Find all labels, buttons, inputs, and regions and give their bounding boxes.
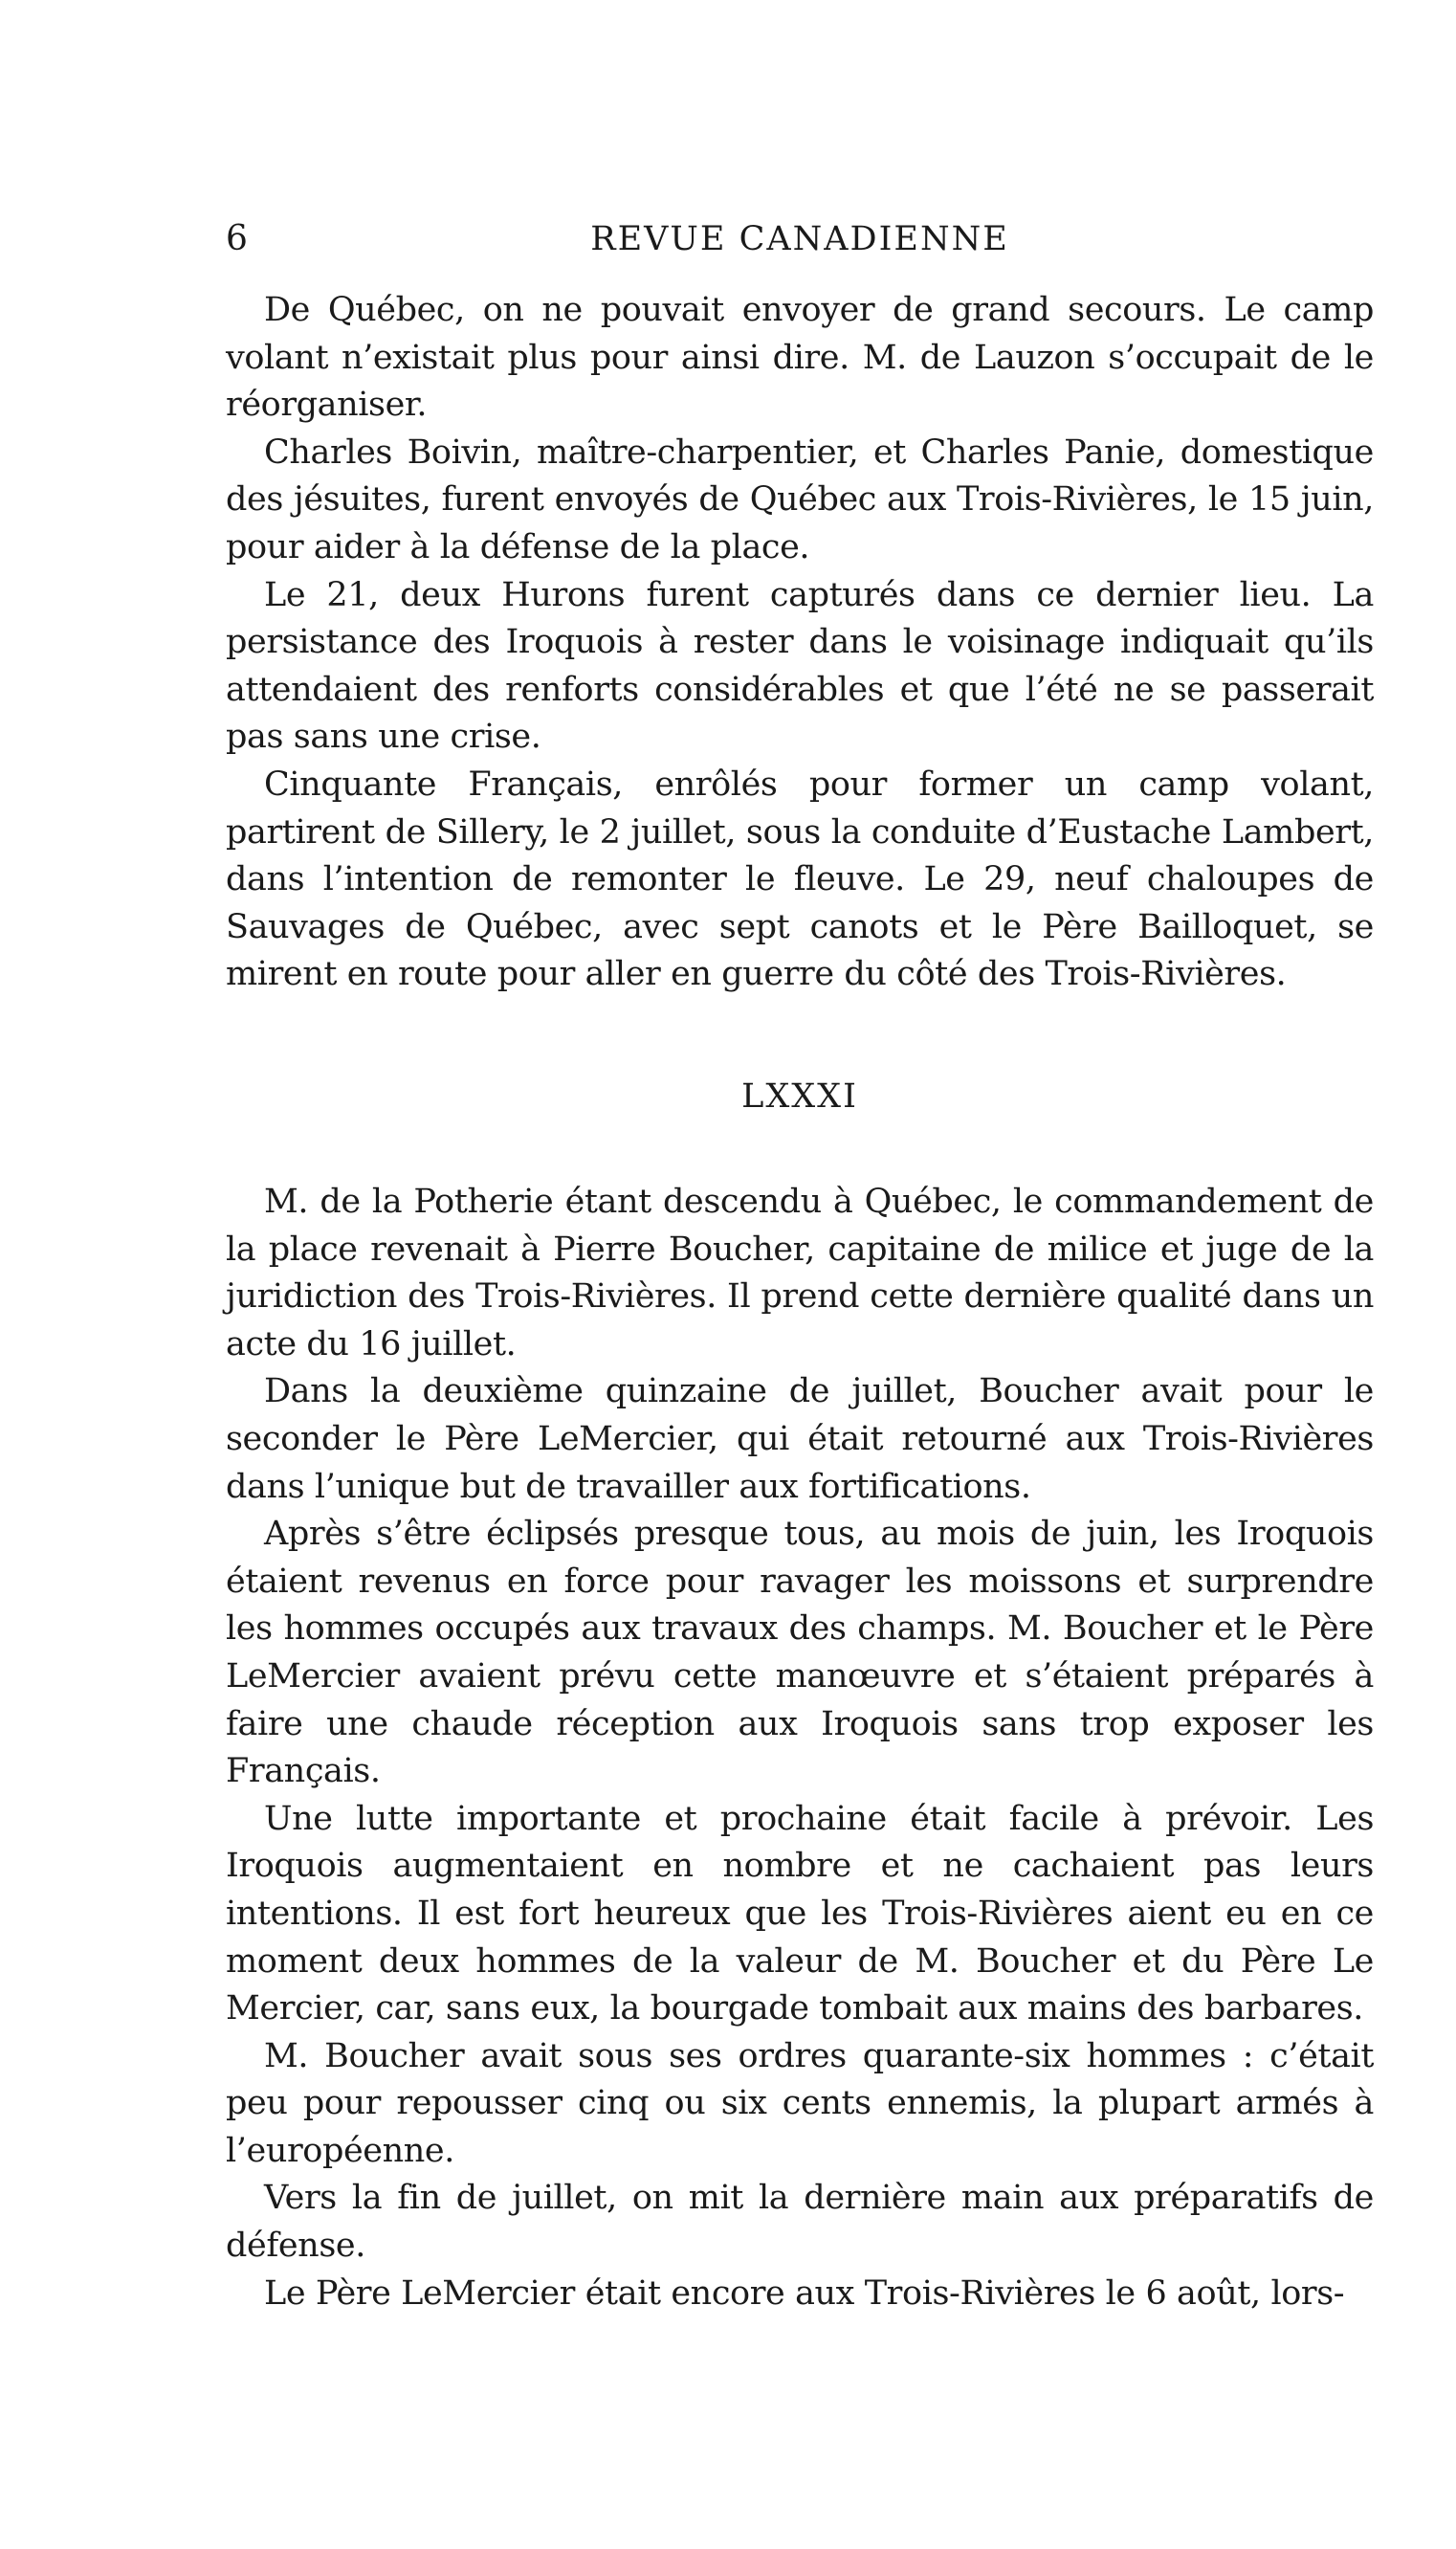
paragraph: Cinquante Français, enrôlés pour former un camp volant, partirent de Sillery, le 2 juillet, sous la conduite d’Eustache Lambert, dans l’intention de remonter le fleuve. Le 29, neuf chaloupes de Sauvages de Québec, avec sept canots et le Père Bailloquet, se mirent en route pour aller en guerre du côté des Trois-Rivières. <box>226 765 1374 994</box>
paragraph: Le 21, deux Hurons furent capturés dans ce dernier lieu. La persistance des Iroquois à rester dans le voisinage indiquait qu’ils attendaient des renforts considérables et que l’été ne se passerait pas sans une crise. <box>226 575 1374 757</box>
paragraph: Vers la fin de juillet, on mit la dernière main aux préparatifs de défense. <box>226 2179 1374 2266</box>
paragraph: Le Père LeMercier était encore aux Trois-Rivières le 6 août, lors- <box>264 2273 1345 2313</box>
paragraph: Charles Boivin, maître-charpentier, et Charles Panie, domestique des jésuites, furent envoyés de Québec aux Trois-Rivières, le 15 juin, pour aider à la défense de la place. <box>226 432 1374 566</box>
paragraph: Après s’être éclipsés presque tous, au mois de juin, les Iroquois étaient revenus en force pour ravager les moissons et surprendre les hommes occupés aux travaux des champs. M. Boucher et le Père LeMercier avaient prévu cette manœuvre et s’étaient préparés à faire une chaude réception aux Iroquois sans trop exposer les Français. <box>226 1515 1374 1791</box>
paragraph: Une lutte importante et prochaine était facile à prévoir. Les Iroquois augmentaient en nombre et ne cachaient pas leurs intentions. Il est fort heureux que les Trois-Rivières aient eu en ce moment deux hommes de la valeur de M. Boucher et du Père Le Mercier, car, sans eux, la bourgade tombait aux mains des barbares. <box>226 1799 1374 2028</box>
text-block-before-chapter <box>226 287 1374 999</box>
chapter-heading: LXXXI <box>741 1077 858 1116</box>
paragraph: De Québec, on ne pouvait envoyer de grand secours. Le camp volant n’existait plus pour ainsi dire. M. de Lauzon s’occupait de le réorganiser. <box>226 291 1374 425</box>
page-number: 6 <box>226 219 248 258</box>
paragraph: M. Boucher avait sous ses ordres quarante-six hommes : c’était peu pour repousser cinq ou six cents ennemis, la plupart armés à l’européenne. <box>226 2036 1374 2170</box>
journal-title: REVUE CANADIENNE <box>590 220 1009 258</box>
paragraph: Dans la deuxième quinzaine de juillet, Boucher avait pour le seconder le Père LeMercier, qui était retourné aux Trois-Rivières dans l’unique but de travailler aux fortifications. <box>226 1372 1374 1506</box>
text-block-after-chapter <box>226 1179 1374 2317</box>
running-head <box>226 212 1374 266</box>
paragraph: M. de la Potherie étant descendu à Québec, le commandement de la place revenait à Pierre Boucher, capitaine de milice et juge de la juridiction des Trois-Rivières. Il prend cette dernière qualité dans un acte du 16 juillet. <box>226 1183 1374 1363</box>
